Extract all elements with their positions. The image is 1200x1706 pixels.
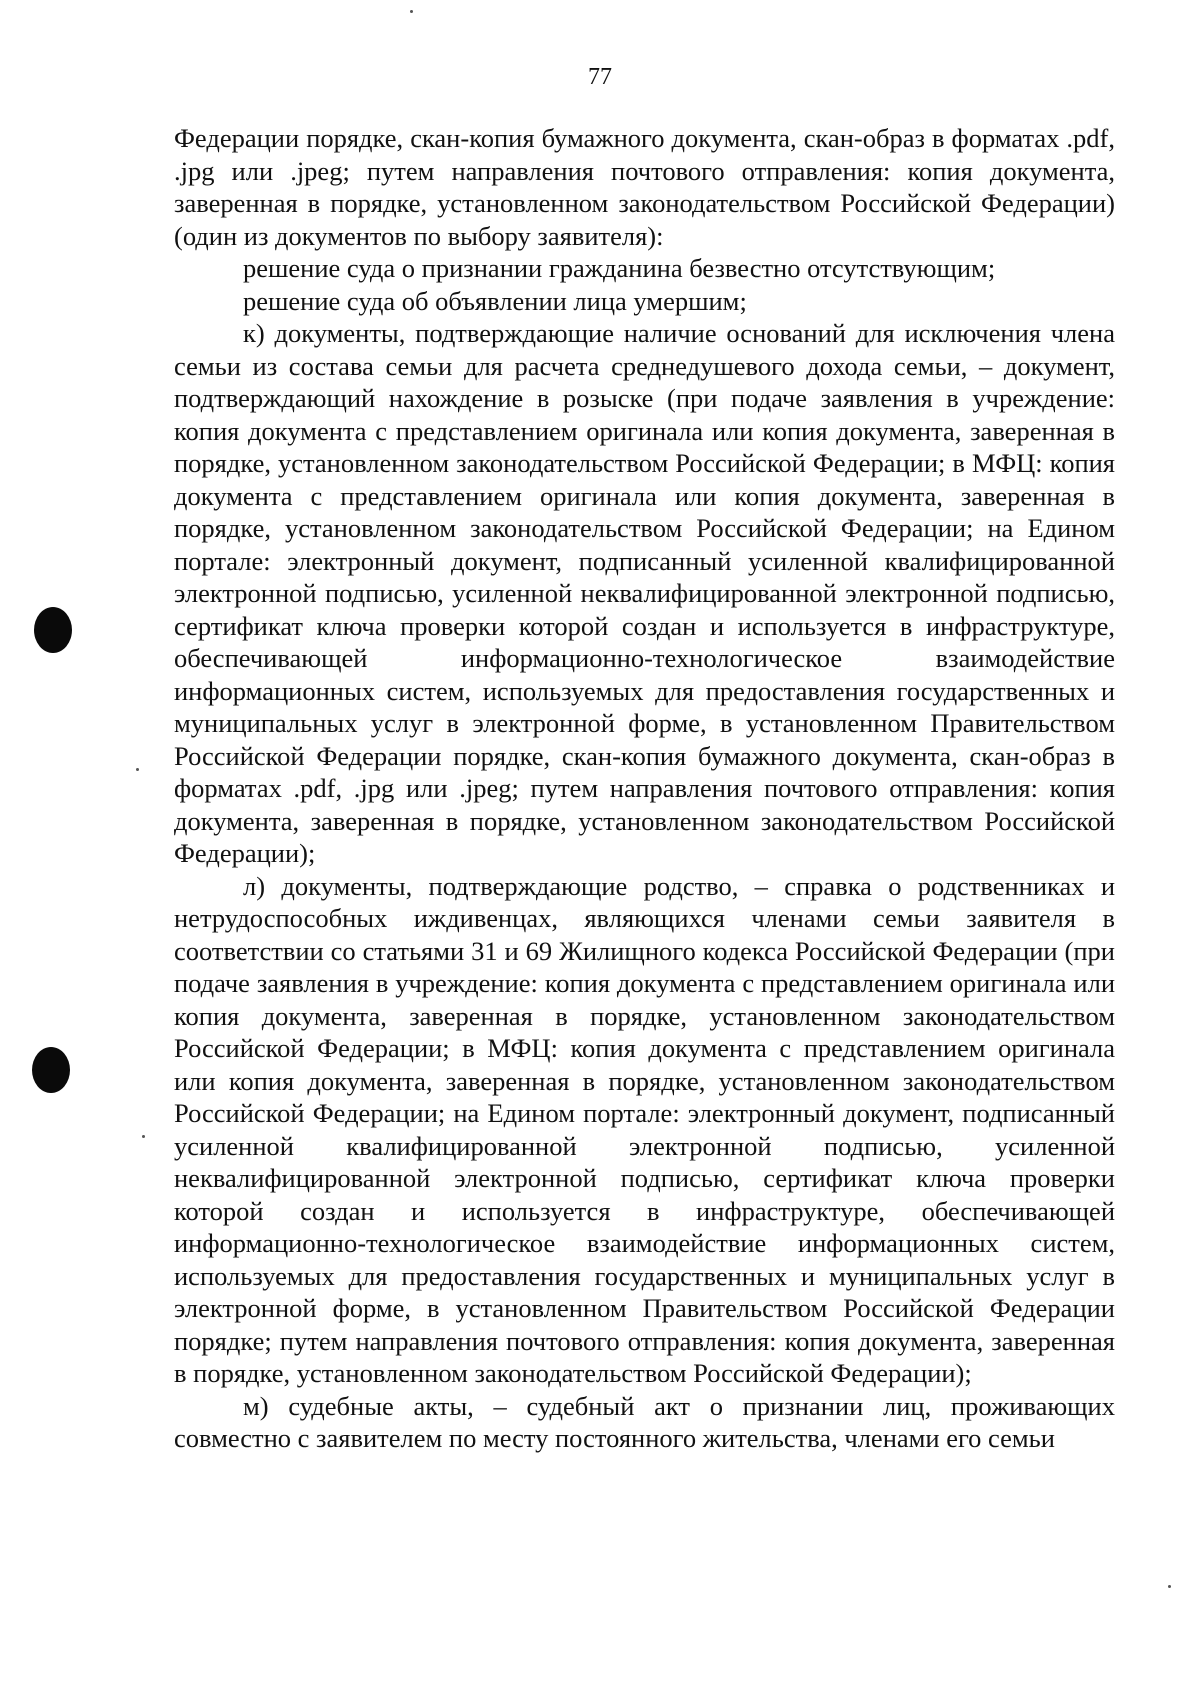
binder-hole-mark [34,607,72,653]
paragraph-item-l: л) документы, подтверждающие родство, – справка о родственниках и нетрудоспособных иждивенцах, являющихся членами семьи заявителя в соответствии со статьями 31 и 69 Жилищного кодекса Российской Федерации (при подаче заявления в учреждение: копия документа с представлением оригинала или копия документа, заверенная в порядке, установленном законодательством Российской Федерации; в МФЦ: копия документа с представлением оригинала или копия документа, заверенная в порядке, установленном законодательством Российской Федерации; на Едином портале: электронный документ, подписанный усиленной квалифицированной электронной подписью, усиленной неквалифицированной электронной подписью, сертификат ключа проверки которой создан и используется в инфраструктуре, обеспечивающей информационно-технологическое взаимодействие информационных систем, используемых для предоставления государственных и муниципальных услуг в электронной форме, в установленном Правительством Российской Федерации порядке; путем направления почтового отправления: копия документа, заверенная в порядке, установленном законодательством Российской Федерации); [174,870,1115,1388]
paragraph-court-decision-deceased: решение суда об объявлении лица умершим; [243,285,747,316]
scan-speck [1168,1585,1171,1588]
paragraph-item-m: м) судебные акты, – судебный акт о признании лиц, проживающих совместно с заявителем по месту постоянного жительства, членами его семьи [174,1390,1115,1453]
paragraph-court-decision-missing: решение суда о признании гражданина безвестно отсутствующим; [243,253,996,283]
binder-hole-mark [32,1047,70,1093]
document-body [174,122,1115,1455]
scan-speck [136,768,139,771]
paragraph-continuation: Федерации порядке, скан-копия бумажного документа, скан-образ в форматах .pdf, .jpg или .jpeg; путем направления почтового отправления: копия документа, заверенная в порядке, установленном законодательством Российской Федерации) (один из документов по выбору заявителя): [174,123,1115,251]
scan-speck [410,10,413,13]
page-number: 77 [588,64,612,90]
scan-speck [142,1135,145,1138]
paragraph-item-k: к) документы, подтверждающие наличие оснований для исключения члена семьи из состава семьи для расчета среднедушевого дохода семьи, – документ, подтверждающий нахождение в розыске (при подаче заявления в учреждение: копия документа с представлением оригинала или копия документа, заверенная в порядке, установленном законодательством Российской Федерации; в МФЦ: копия документа с представлением оригинала или копия документа, заверенная в порядке, установленном законодательством Российской Федерации; на Едином портале: электронный документ, подписанный усиленной квалифицированной электронной подписью, усиленной неквалифицированной электронной подписью, сертификат ключа проверки которой создан и используется в инфраструктуре, обеспечивающей информационно-технологическое взаимодействие информационных систем, используемых для предоставления государственных и муниципальных услуг в электронной форме, в установленном Правительством Российской Федерации порядке, скан-копия бумажного документа, скан-образ в форматах .pdf, .jpg или .jpeg; путем направления почтового отправления: копия документа, заверенная в порядке, установленном законодательством Российской Федерации); [174,318,1115,868]
